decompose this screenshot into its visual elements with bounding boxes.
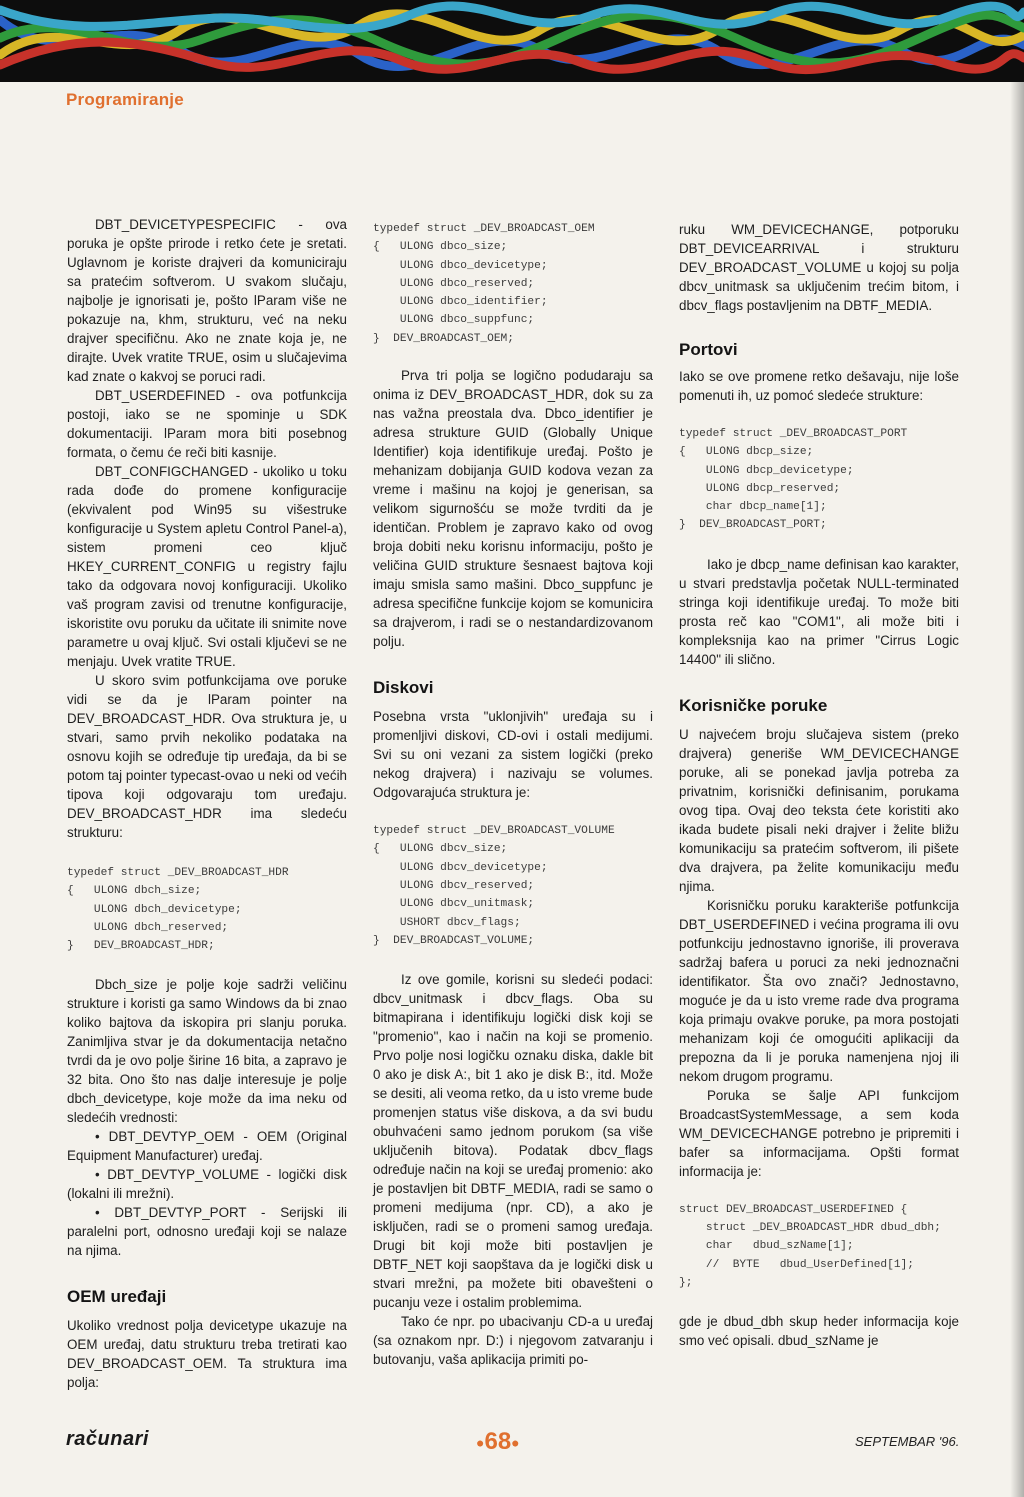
paragraph: Iako se ove promene retko dešavaju, nije loše pomenuti ih, uz pomoć sledeće strukture: <box>679 369 959 403</box>
paragraph: Iz ove gomile, korisni su sledeći podaci: dbcv_unitmask i dbcv_flags. Oba su bitmapirana i identifikuju logički disk koji se "promenio", kao i način na koji se promenio. Prvo polje nosi logičku oznaku diska, dakle bit 0 ako je disk A:, bit 1 ako je disk B:, itd. Može se desiti, ali veoma retko, da u isto vreme bude promenjen status više diskova, a da svi budu obuhvaćeni samo jednom porukom (sa više uključenih bitova). Podatak dbcv_flags određuje način na koji se uređaj promenio: ako je postavljen bit DBTF_MEDIA, radi se samo o promeni medijuma (npr. CD), a ako je isključen, radi se o promeni samog uređaja. Drugi bit koji može biti postavljen je DBTF_NET koji saopštava da je logički disk u stvari mrežni, pa možete biti obavešteni o pucanju veze i ostalim problemima. <box>373 972 653 1311</box>
list-item: • DBT_DEVTYP_PORT - Serijski ili paralelni port, odnosno uređaji koji se nalaze na njima. <box>67 1205 347 1259</box>
paragraph: Ukoliko vrednost polja devicetype ukazuje na OEM uređaj, datu strukturu treba tretirati kao DEV_BROADCAST_OEM. Ta struktura ima polja: <box>67 1318 347 1391</box>
paragraph: ruku WM_DEVICECHANGE, potporuku DBT_DEVICEARRIVAL i strukturu DEV_BROADCAST_VOLUME u kojoj su polja dbcv_unitmask sa uključenim trećim bitom, i dbcv_flags postavljenim na DBTF_MEDIA. <box>679 222 959 313</box>
magazine-logo: računari <box>66 1428 149 1450</box>
paragraph: U skoro svim potfunkcijama ove poruke vidi se da je lParam pointer na DEV_BROADCAST_HDR. Ova struktura je, u stvari, samo prvih nekoliko podataka na osnovu kojih se određuje tip uređaja, da bi se potom taj pointer typecast-ovao u neki od većih tipova koji odgovaraju tom uređaju. DEV_BROADCAST_HDR ima sledeću strukturu: <box>67 673 347 840</box>
paragraph: DBT_CONFIGCHANGED - ukoliko u toku rada dođe do promene konfiguracije (ekvivalent pod Win95 su višestruke konfiguracije u System apletu Control Panel-a), sistem promeni ceo ključ HKEY_CURRENT_CONFIG u registry fajlu tako da odgovara novoj konfiguraciji. Ukoliko vaš program zavisi od trenutne konfiguracije, iskoristite ovu poruku da učitate ili snimite nove parametre u ovaj ključ. Svi ostali ključevi se ne menjaju. Uvek vratite TRUE. <box>67 464 347 669</box>
code-block: typedef struct _DEV_BROADCAST_VOLUME { ULONG dbcv_size; ULONG dbcv_devicetype; ULONG dbcv_reserved; ULONG dbcv_unitmask; USHORT dbcv_flags; } DEV_BROADCAST_VOLUME; <box>373 825 615 947</box>
paragraph: U najvećem broju slučajeva sistem (preko drajvera) generiše WM_DEVICECHANGE poruke, ali se ponekad javlja potreba za privatnim, korisnički definisanim, porukama ovog tipa. Ovaj deo teksta ćete koristiti ako ikada budete pisali neki drajver i želite bližu komunikaciju sa pratećim softverom, ili pišete dva drajvera, pa želite komunikaciju među njima. <box>679 726 959 894</box>
code-block: struct DEV_BROADCAST_USERDEFINED { struct _DEV_BROADCAST_HDR dbud_dbh; char dbud_szName[1]; // BYTE dbud_UserDefined[1]; }; <box>679 1203 941 1289</box>
list-item: • DBT_DEVTYP_VOLUME - logički disk (lokalni ili mrežni). <box>67 1167 347 1202</box>
code-block: typedef struct _DEV_BROADCAST_OEM { ULONG dbco_size; ULONG dbco_devicetype; ULONG dbco_reserved; ULONG dbco_identifier; ULONG dbco_suppfunc; } DEV_BROADCAST_OEM; <box>373 223 595 345</box>
paragraph: DBT_DEVICETYPESPECIFIC - ova poruka je opšte prirode i retko ćete je sretati. Uglavnom je koriste drajveri da komuniciraju sa pratećim softverom. U svakom slučaju, najbolje je ignorisati je, pošto lParam više ne pokazuje na, khm, strukturu, već na neku drajver specifičnu. Ako ne znate koja je, ne dirajte. Uvek vratite TRUE, osim u slučajevima kad znate o kakvoj se poruci radi. <box>67 217 347 384</box>
issue-date: SEPTEMBAR '96. <box>855 1434 960 1449</box>
header-banner <box>0 0 1024 82</box>
paragraph: Korisničku poruku karakteriše potfunkcija DBT_USERDEFINED i većina programa ili ovu potfunkciju jednostavno ignoriše, ili proverava sadržaj bafera u poruci za neki jednoznačni identifikator. Šta ovo znači? Jednostavno, moguće je da u isto vreme rade dva programa koja primaju ovakve poruke, pa mora postojati mehanizam koji će omogućiti aplikaciji da prepozna da li je poruka namenjena njoj ili nekom drugom programu. <box>679 897 959 1084</box>
code-block: typedef struct _DEV_BROADCAST_HDR { ULONG dbch_size; ULONG dbch_devicetype; ULONG dbch_reserved; } DEV_BROADCAST_HDR; <box>67 867 289 953</box>
page-number-value: 68 <box>484 1428 512 1455</box>
list-item: • DBT_DEVTYP_OEM - OEM (Original Equipment Manufacturer) uređaj. <box>67 1129 347 1164</box>
column-3 <box>679 220 959 1350</box>
page-number <box>476 1428 520 1456</box>
paragraph: Posebna vrsta "uklonjivih" uređaja su i promenljivi diskovi, CD-ovi i ostali medijumi. Svi su oni vezani za sistem logički (preko nekog drajvera) i nazivaju se volumes. Odgovarajuća struktura je: <box>373 709 653 801</box>
code-block: typedef struct _DEV_BROADCAST_PORT { ULONG dbcp_size; ULONG dbcp_devicetype; ULONG dbcp_reserved; char dbcp_name[1]; } DEV_BROADCAST_PORT; <box>679 428 908 532</box>
paragraph: Tako će npr. po ubacivanju CD-a u uređaj (sa oznakom npr. D:) i njegovom zatvaranju i butovanju, vaša aplikacija primiti po- <box>373 1314 653 1368</box>
section-heading: Portovi <box>679 340 738 359</box>
section-heading: OEM uređaji <box>67 1287 167 1307</box>
paragraph: Dbch_size je polje koje sadrži veličinu strukture i koristi ga samo Windows da bi znao koliko bajtova da iskopira pri slanju poruka. Zanimljiva stvar je da dokumentacija netačno tvrdi da je ovo polje širine 16 bita, a zapravo je 32 bita. Ono što nas dalje interesuje je polje dbch_devicetype, koje može da ima neku od sledećih vrednosti: <box>67 977 347 1126</box>
paragraph: gde je dbud_dbh skup heder informacija koje smo već opisali. dbud_szName je <box>679 1314 959 1349</box>
section-title: Programiranje <box>66 90 184 109</box>
paragraph: Poruka se šalje API funkcijom BroadcastSystemMessage, a sem koda WM_DEVICECHANGE potrebno je pripremiti i bafer sa informacijama. Opšti format informacija je: <box>679 1087 959 1179</box>
paragraph: Prva tri polja se logično podudaraju sa onima iz DEV_BROADCAST_HDR, dok su za nas važna preostala dva. Dbco_identifier je adresa strukture GUID (Globally Unique Identifier) koja identifikuje uređaj. Pošto je mehanizam dobijanja GUID kodova vezan za vreme i mašinu na kojoj je generisan, sa velikom sigurnošću se može tvrditi da je identičan. Problem je zapravo kako od ovog broja dobiti neku korisnu informaciju, pošto je veličina GUID strukture šesnaest bajtova koji imaju smisla samo mašini. Dbco_suppfunc je adresa specifične funkcije kojom se komunicira sa drajverom, i radi se o nestandardizovanom polju. <box>373 368 653 650</box>
column-2 <box>373 220 653 1369</box>
bullet-dot-icon: ● <box>476 1434 485 1451</box>
column-1 <box>67 215 347 1392</box>
paragraph: Iako je dbcp_name definisan kao karakter, u stvari predstavlja početak NULL-terminated stringa koji identifikuje uređaj. To može biti prosta reč kao "COM1", ali može biti i kompleksnija kao na primer "Cirrus Logic 14400" ili slično. <box>679 556 959 667</box>
section-heading: Korisničke poruke <box>679 695 828 715</box>
bullet-dot-icon: ● <box>511 1434 520 1451</box>
section-heading: Diskovi <box>373 678 434 698</box>
braid-decoration <box>0 0 1024 82</box>
paragraph: DBT_USERDEFINED - ova potfunkcija postoji, iako se ne spominje u SDK dokumentaciji. lParam mora biti posebnog formata, o čemu će reči biti kasnije. <box>67 388 347 460</box>
page-edge-shadow <box>1010 82 1024 1497</box>
